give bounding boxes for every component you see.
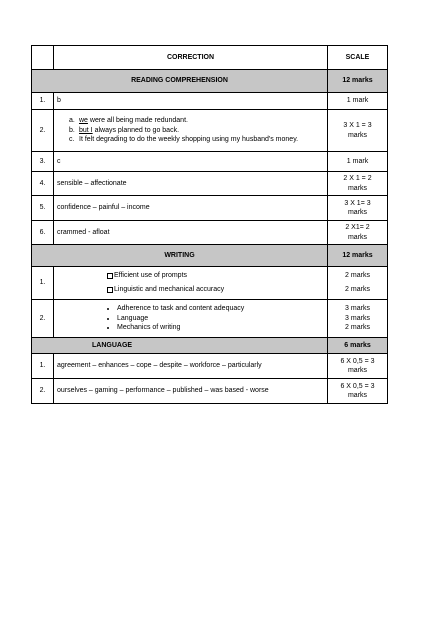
criteria-text: Efficient use of prompts [114,272,188,280]
row-number: 1. [32,354,54,379]
header-row [32,46,388,70]
scale-unit: marks [347,233,368,241]
underlined-text: we [79,117,88,125]
checkbox-square-icon [107,287,113,293]
reading-row-1 [32,93,388,110]
underlined-text: but I [79,126,93,134]
row-number: 2. [32,300,54,338]
row-number: 1. [32,267,54,300]
header-blank [32,46,54,70]
reading-row-3 [32,152,388,172]
scale-value: 6 X 0,5 = 3 [340,382,375,390]
scale-value: 2 X1= 2 [345,224,370,232]
bullet-item: • Adherence to task and content adequacy [117,304,324,313]
list-item [69,116,324,125]
correction-heading: CORRECTION [54,46,328,70]
scale-cell [328,172,388,196]
scale-value: 3 marks [345,314,370,322]
row-number: 2. [32,379,54,404]
answer-text: sensible – affectionate [54,172,328,196]
scale-unit: marks [347,367,368,374]
scale-value: 1 mark [328,152,388,172]
row-number: 2. [32,110,54,152]
scale-value: 2 X 1 = 2 [343,175,372,183]
criteria-line [57,269,324,283]
checkbox-square-icon [107,273,113,279]
scale-unit: marks [347,392,368,399]
answer-text: ourselves – gaming – performance – published – was based - worse [54,379,328,404]
scale-value: 2 marks [345,324,370,332]
scale-cell [328,110,388,152]
reading-row-4 [32,172,388,196]
scale-cell [328,267,388,300]
row-number: 5. [32,196,54,221]
item-text: It felt degrading to do the weekly shopping using my husband's money. [79,136,299,144]
item-prefix: b. [69,126,75,134]
reading-section-marks: 12 marks [328,70,388,93]
scale-value: 6 X 0,5 = 3 [340,357,375,365]
scale-unit: marks [347,209,368,216]
criteria-cell [54,267,328,300]
language-row-2 [32,379,388,404]
scale-value: 3 marks [345,305,370,313]
writing-section-row [32,245,388,267]
writing-row-1 [32,267,388,300]
list-item [69,126,324,135]
scale-cell [328,354,388,379]
language-section-row [32,338,388,354]
scale-value: 1 mark [328,93,388,110]
row-number: 4. [32,172,54,196]
scale-value: 3 X 1= 3 [344,199,371,207]
answer-text: agreement – enhances – cope – despite – workforce – particularly [54,354,328,379]
answer-list-cell [54,110,328,152]
bullet-item: • Mechanics of writing [117,323,324,332]
scale-cell [328,300,388,338]
reading-row-2 [32,110,388,152]
criteria-text: Linguistic and mechanical accuracy [114,286,225,294]
reading-row-5 [32,196,388,221]
answer-text: c [54,152,328,172]
list-item [69,135,324,144]
item-text: were all being made redundant. [87,117,188,125]
bullet-item: • Language [117,314,324,323]
item-prefix: c. [69,136,75,144]
scale-value: 2 marks [345,272,370,279]
item-prefix: a. [69,117,75,125]
answer-text: b [54,93,328,110]
scale-unit: marks [347,131,368,139]
row-number: 6. [32,221,54,245]
scale-value: 2 marks [345,286,370,293]
answer-text: confidence – painful – income [54,196,328,221]
scale-cell [328,196,388,221]
reading-section-row [32,70,388,93]
reading-row-6 [32,221,388,245]
language-section-marks: 6 marks [328,338,388,354]
answer-key-table [31,45,388,404]
reading-section-title: READING COMPREHENSION [32,70,328,93]
writing-section-title: WRITING [32,245,328,267]
writing-row-2 [32,300,388,338]
scale-cell [328,379,388,404]
scale-cell [328,221,388,245]
row-number: 1. [32,93,54,110]
answer-text: crammed - afloat [54,221,328,245]
writing-section-marks: 12 marks [328,245,388,267]
scale-heading: SCALE [328,46,388,70]
language-section-title: LANGUAGE [32,338,328,354]
scale-unit: marks [347,184,368,192]
criteria-cell [54,300,328,338]
criteria-line [57,283,324,297]
item-text: always planned to go back. [92,126,180,134]
language-row-1 [32,354,388,379]
row-number: 3. [32,152,54,172]
scale-value: 3 X 1 = 3 [343,122,372,130]
